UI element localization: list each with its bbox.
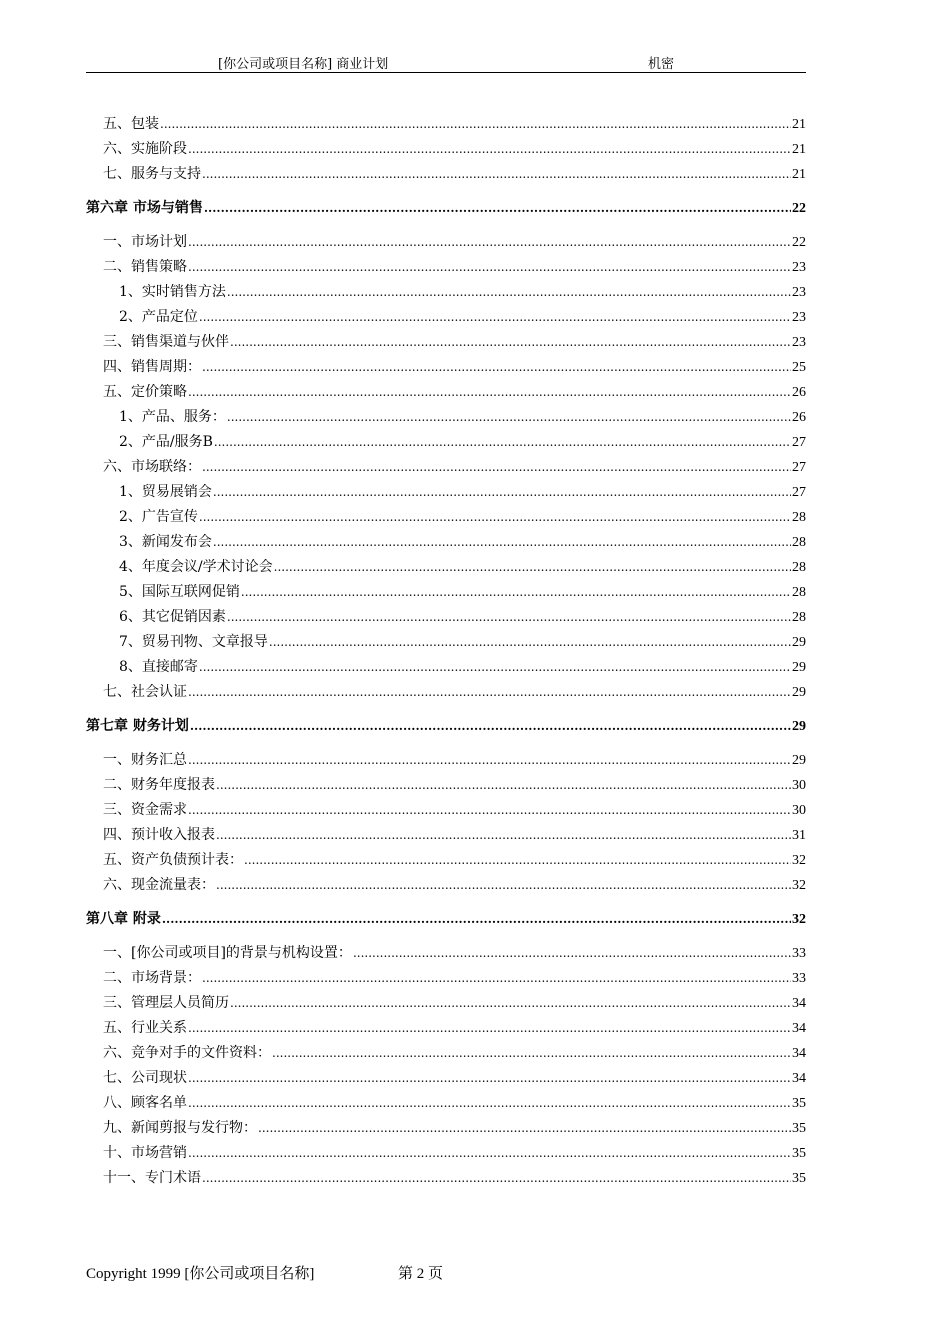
toc-entry-label: 第八章 附录 [86,911,161,927]
toc-dot-leader [202,1170,791,1186]
toc-entry[interactable] [0,1092,806,1114]
toc-entry-label: 六、竞争对手的文件资料： [103,1045,271,1061]
toc-entry-page: 30 [792,803,806,818]
toc-entry-label: 1、产品、服务： [119,409,226,425]
toc-entry[interactable] [0,824,806,846]
toc-entry[interactable] [0,381,806,403]
toc-entry[interactable] [0,231,806,253]
toc-entry-label: 三、管理层人员简历 [103,995,229,1011]
toc-entry-page: 29 [792,635,806,650]
toc-entry-page: 30 [792,778,806,793]
toc-entry[interactable] [0,1042,806,1064]
toc-entry-label: 8、直接邮寄 [119,659,198,675]
toc-entry[interactable] [0,431,806,453]
toc-entry[interactable] [0,506,806,528]
toc-entry-page: 34 [792,1046,806,1061]
toc-entry-label: 五、定价策略 [103,384,187,400]
toc-entry-label: 3、新闻发布会 [119,534,212,550]
toc-entry[interactable] [0,163,806,185]
toc-entry-label: 一、[你公司或项目]的背景与机构设置： [103,945,352,961]
toc-entry-label: 2、产品/服务B [119,434,213,450]
toc-entry-page: 21 [792,142,806,157]
toc-dot-leader [202,970,791,986]
toc-entry-label: 十一、专门术语 [103,1170,201,1186]
toc-dot-leader [213,484,791,500]
toc-dot-leader [188,1020,791,1036]
toc-entry-page: 28 [792,535,806,550]
toc-dot-leader [188,141,791,157]
toc-entry-page: 34 [792,996,806,1011]
toc-entry[interactable] [0,631,806,653]
toc-dot-leader [244,852,791,868]
toc-entry-page: 21 [792,117,806,132]
toc-dot-leader [199,509,791,525]
toc-entry[interactable] [0,967,806,989]
toc-entry-page: 23 [792,335,806,350]
toc-entry-page: 32 [792,912,806,927]
toc-entry-label: 三、销售渠道与伙伴 [103,334,229,350]
toc-entry-page: 32 [792,878,806,893]
toc-dot-leader [188,1070,791,1086]
toc-entry[interactable] [0,992,806,1014]
toc-entry[interactable] [0,656,806,678]
toc-entry[interactable] [0,849,806,871]
toc-dot-leader [162,911,791,927]
toc-entry-label: 5、国际互联网促销 [119,584,240,600]
toc-dot-leader [188,234,791,250]
toc-dot-leader [227,409,791,425]
toc-dot-leader [202,166,791,182]
toc-entry-label: 五、包装 [103,116,159,132]
toc-entry-label: 第六章 市场与销售 [86,200,203,216]
toc-dot-leader [230,995,791,1011]
toc-entry[interactable] [0,1017,806,1039]
toc-entry-page: 33 [792,946,806,961]
toc-dot-leader [188,684,791,700]
toc-entry-page: 34 [792,1071,806,1086]
toc-dot-leader [188,802,791,818]
toc-dot-leader [188,1145,791,1161]
toc-entry-page: 23 [792,285,806,300]
toc-entry[interactable] [0,531,806,553]
toc-chapter-entry[interactable] [0,197,806,219]
header-title: [你公司或项目名称] 商业计划 [218,57,389,72]
toc-chapter-entry[interactable] [0,715,806,737]
toc-entry-label: 八、顾客名单 [103,1095,187,1111]
toc-dot-leader [213,534,791,550]
toc-entry-label: 二、销售策略 [103,259,187,275]
toc-entry-label: 四、销售周期： [103,359,201,375]
toc-dot-leader [353,945,791,961]
toc-dot-leader [216,827,791,843]
toc-entry-page: 28 [792,585,806,600]
toc-entry[interactable] [0,1117,806,1139]
toc-entry[interactable] [0,749,806,771]
toc-entry-page: 28 [792,510,806,525]
toc-dot-leader [188,1095,791,1111]
toc-entry-page: 27 [792,485,806,500]
toc-entry[interactable] [0,799,806,821]
toc-dot-leader [230,334,791,350]
toc-dot-leader [272,1045,791,1061]
toc-entry-page: 23 [792,310,806,325]
toc-entry-page: 35 [792,1096,806,1111]
toc-dot-leader [274,559,791,575]
toc-entry-label: 十、市场营销 [103,1145,187,1161]
toc-entry-label: 6、其它促销因素 [119,609,226,625]
toc-entry-label: 九、新闻剪报与发行物： [103,1120,257,1136]
toc-entry[interactable] [0,113,806,135]
footer-page-number: 第 2 页 [398,1266,444,1282]
toc-entry-page: 28 [792,610,806,625]
toc-entry-page: 34 [792,1021,806,1036]
toc-entry-label: 五、行业关系 [103,1020,187,1036]
toc-entry-label: 二、财务年度报表 [103,777,215,793]
toc-entry-page: 26 [792,410,806,425]
toc-entry-page: 32 [792,853,806,868]
toc-entry[interactable] [0,256,806,278]
toc-entry-label: 2、广告宣传 [119,509,198,525]
toc-entry-label: 一、财务汇总 [103,752,187,768]
page-header [86,52,806,73]
toc-entry-label: 7、贸易刊物、文章报导 [119,634,268,650]
toc-entry-label: 七、服务与支持 [103,166,201,182]
toc-entry[interactable] [0,774,806,796]
toc-entry[interactable] [0,456,806,478]
toc-entry-page: 31 [792,828,806,843]
toc-entry-label: 四、预计收入报表 [103,827,215,843]
toc-entry[interactable] [0,281,806,303]
toc-entry-page: 35 [792,1171,806,1186]
toc-dot-leader [258,1120,791,1136]
toc-entry[interactable] [0,1067,806,1089]
toc-entry[interactable] [0,356,806,378]
toc-entry[interactable] [0,556,806,578]
toc-dot-leader [204,200,791,216]
toc-entry-label: 4、年度会议/学术讨论会 [119,559,273,575]
toc-dot-leader [202,459,791,475]
toc-entry-label: 2、产品定位 [119,309,198,325]
toc-entry-label: 七、社会认证 [103,684,187,700]
toc-dot-leader [190,718,791,734]
toc-entry-label: 五、资产负债预计表： [103,852,243,868]
toc-entry-page: 27 [792,460,806,475]
toc-entry[interactable] [0,331,806,353]
toc-entry-label: 三、资金需求 [103,802,187,818]
footer-copyright: Copyright 1999 [你公司或项目名称] [86,1266,315,1282]
toc-dot-leader [188,752,791,768]
toc-entry[interactable] [0,874,806,896]
toc-dot-leader [216,777,791,793]
toc-entry-page: 29 [792,660,806,675]
toc-entry-page: 21 [792,167,806,182]
toc-entry-label: 1、实时销售方法 [119,284,226,300]
toc-entry-page: 22 [792,235,806,250]
toc-entry-page: 35 [792,1146,806,1161]
toc-entry-label: 二、市场背景： [103,970,201,986]
toc-entry-label: 六、现金流量表： [103,877,215,893]
toc-entry[interactable] [0,1167,806,1189]
toc-entry[interactable] [0,406,806,428]
toc-entry[interactable] [0,306,806,328]
toc-dot-leader [216,877,791,893]
toc-entry[interactable] [0,606,806,628]
toc-entry-page: 22 [792,201,806,216]
toc-entry-label: 一、市场计划 [103,234,187,250]
toc-entry-page: 26 [792,385,806,400]
toc-entry-page: 33 [792,971,806,986]
toc-entry-label: 六、市场联络： [103,459,201,475]
toc-entry-page: 29 [792,753,806,768]
toc-entry[interactable] [0,942,806,964]
toc-entry-label: 七、公司现状 [103,1070,187,1086]
toc-entry-page: 25 [792,360,806,375]
toc-dot-leader [160,116,791,132]
toc-dot-leader [188,259,791,275]
toc-entry[interactable] [0,681,806,703]
toc-entry[interactable] [0,481,806,503]
toc-entry-page: 27 [792,435,806,450]
toc-dot-leader [227,609,791,625]
toc-dot-leader [269,634,791,650]
toc-entry-page: 28 [792,560,806,575]
toc-dot-leader [202,359,791,375]
toc-dot-leader [241,584,791,600]
toc-entry[interactable] [0,581,806,603]
toc-entry-page: 23 [792,260,806,275]
toc-entry[interactable] [0,138,806,160]
toc-entry-page: 29 [792,719,806,734]
toc-dot-leader [227,284,791,300]
page-footer [86,1262,444,1283]
toc-entry-page: 35 [792,1121,806,1136]
header-confidential: 机密 [648,57,675,72]
toc-entry-label: 1、贸易展销会 [119,484,212,500]
toc-entry[interactable] [0,1142,806,1164]
toc-chapter-entry[interactable] [0,908,806,930]
toc-dot-leader [214,434,791,450]
toc-dot-leader [199,309,791,325]
toc-entry-label: 第七章 财务计划 [86,718,189,734]
toc-dot-leader [199,659,791,675]
toc-entry-page: 29 [792,685,806,700]
toc-dot-leader [188,384,791,400]
toc-entry-label: 六、实施阶段 [103,141,187,157]
